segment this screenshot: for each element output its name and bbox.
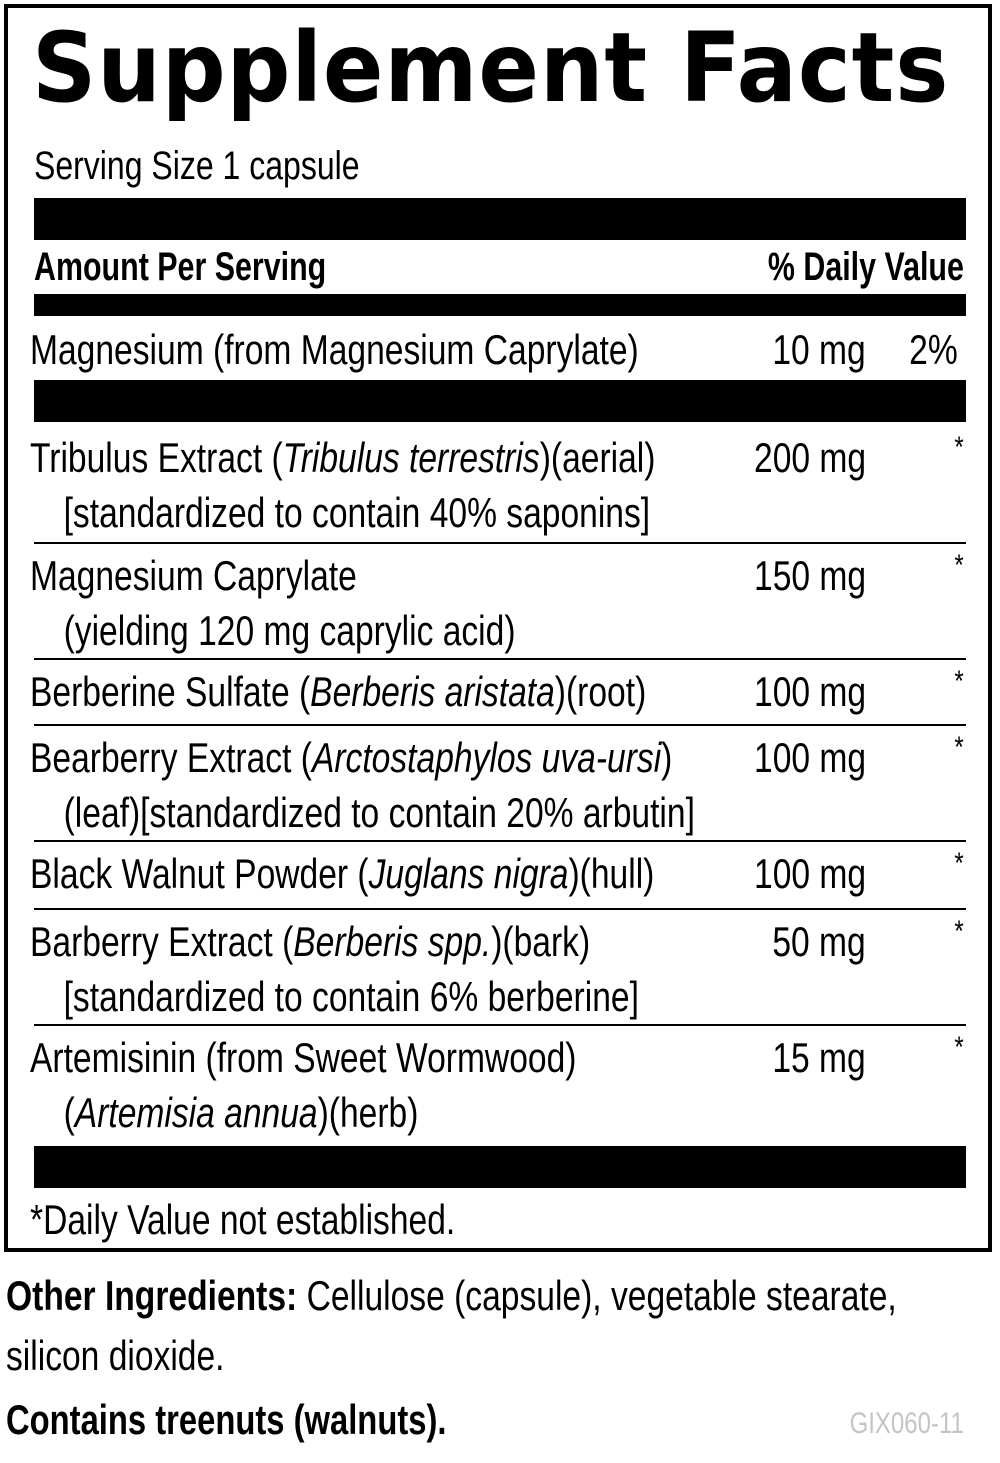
ingredient-detail: (leaf)[standardized to contain 20% arbutin] (63, 789, 695, 836)
other-ingredients-label: Other Ingredients: (6, 1272, 298, 1319)
ingredient-daily-value: * (954, 1031, 964, 1064)
label-title: Supplement Facts (32, 12, 950, 124)
ingredient-daily-value: * (954, 915, 964, 948)
ingredient-daily-value: * (954, 847, 964, 880)
row-divider (34, 658, 966, 660)
ingredient-name: Berberine Sulfate (Berberis aristata)(root) (30, 668, 647, 715)
ingredient-name: Tribulus Extract (Tribulus terrestris)(aerial) [standardized to contain 40% saponins] (30, 430, 655, 540)
nutrient-name: Magnesium (from Magnesium Caprylate) (30, 326, 639, 373)
daily-value-footnote: *Daily Value not established. (30, 1196, 456, 1243)
medium-bar (34, 294, 966, 316)
row-divider (34, 542, 966, 544)
thick-bar (34, 380, 966, 422)
other-ingredients (6, 1266, 950, 1386)
ingredient-name: Magnesium Caprylate (yielding 120 mg caprylic acid) (30, 548, 516, 658)
ingredient-daily-value: * (954, 431, 964, 464)
ingredient-amount: 100 mg (753, 850, 866, 897)
ingredient-name: Black Walnut Powder (Juglans nigra)(hull) (30, 850, 655, 897)
nutrient-daily-value: 2% (909, 326, 958, 373)
ingredient-amount: 15 mg (772, 1034, 866, 1081)
ingredient-detail: (Artemisia annua)(herb) (63, 1089, 419, 1136)
header-daily-value: % Daily Value (767, 245, 964, 289)
row-divider (34, 840, 966, 842)
ingredient-amount: 50 mg (772, 918, 866, 965)
other-ingredients-text: Cellulose (capsule), vegetable stearate, silicon dioxide. (6, 1272, 897, 1379)
ingredient-detail: [standardized to contain 40% saponins] (63, 489, 651, 536)
ingredient-daily-value: * (954, 665, 964, 698)
ingredient-name: Barberry Extract (Berberis spp.)(bark) [standardized to contain 6% berberine] (30, 914, 639, 1024)
product-code: GIX060-11 (849, 1407, 964, 1440)
ingredient-detail: [standardized to contain 6% berberine] (63, 973, 639, 1020)
ingredient-name: Artemisinin (from Sweet Wormwood) (Artemisia annua)(herb) (30, 1030, 576, 1140)
ingredient-amount: 200 mg (753, 434, 866, 481)
ingredient-detail: (yielding 120 mg caprylic acid) (63, 607, 516, 654)
ingredient-name: Bearberry Extract (Arctostaphylos uva-ursi) (leaf)[standardized to contain 20% arbutin] (30, 730, 695, 840)
ingredient-daily-value: * (954, 731, 964, 764)
thick-bar (34, 198, 966, 240)
nutrient-amount: 10 mg (772, 326, 866, 373)
ingredient-amount: 100 mg (753, 668, 866, 715)
header-amount-per-serving: Amount Per Serving (34, 245, 327, 289)
row-divider (34, 1024, 966, 1026)
ingredient-daily-value: * (954, 549, 964, 582)
serving-size: Serving Size 1 capsule (34, 144, 360, 188)
row-divider (34, 908, 966, 910)
ingredient-amount: 100 mg (753, 734, 866, 781)
ingredient-amount: 150 mg (753, 552, 866, 599)
allergen-statement: Contains treenuts (walnuts). (6, 1396, 447, 1443)
row-divider (34, 724, 966, 726)
thick-bar (34, 1146, 966, 1188)
